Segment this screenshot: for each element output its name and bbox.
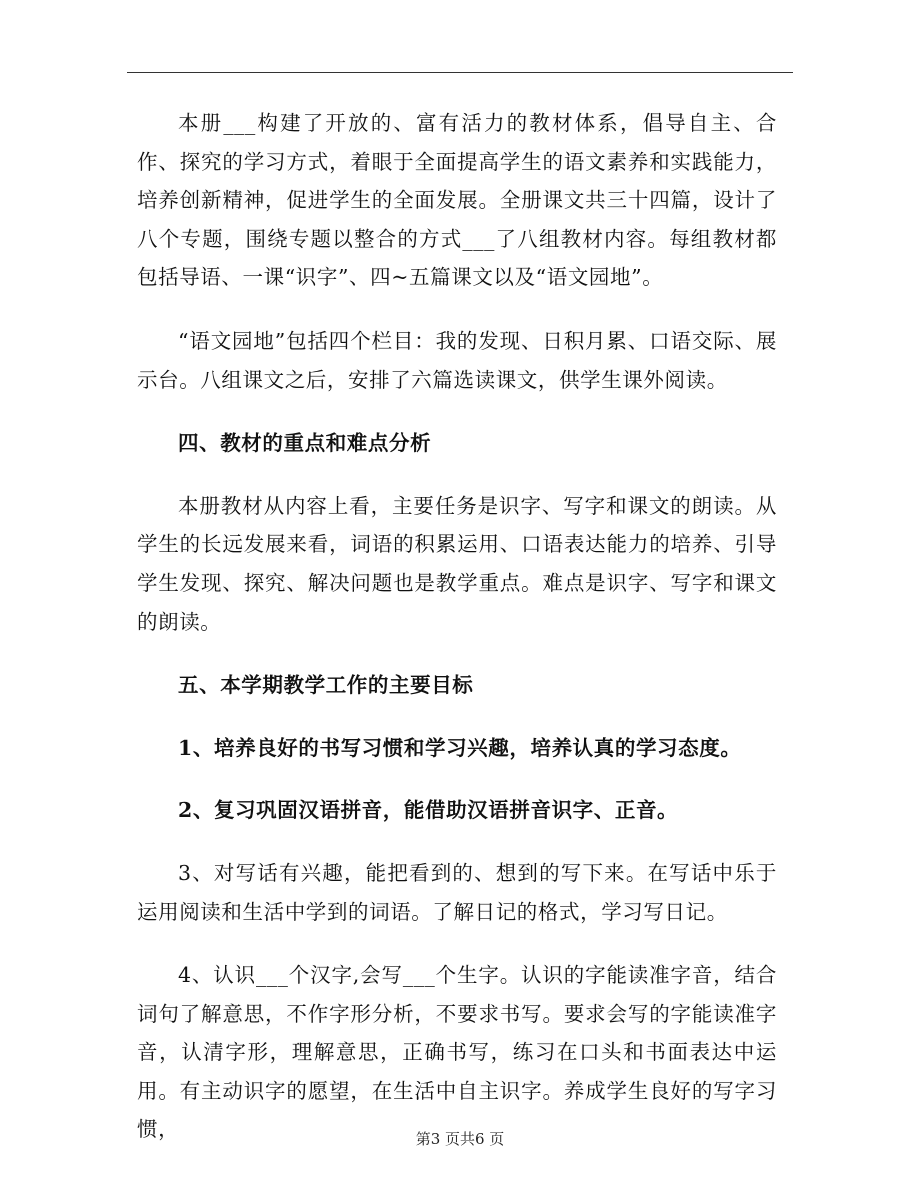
goal-item-2: 2、复习巩固汉语拼音，能借助汉语拼音识字、正音。	[178, 798, 679, 823]
goal-item-4: 4、认识___个汉字,会写___个生字。认识的字能读准字音，结合词句了解意思，不作字形分析，不要求书写。要求会写的字能读准字音，认清字形，理解意思，正确书写，练习在口头和书面表达中运用。有主动识字的愿望，在生活中自主识字。养成学生良好的写字习惯，	[137, 963, 777, 1142]
goal-item-1: 1、培养良好的书写习惯和学习兴趣，培养认真的学习态度。	[178, 735, 742, 760]
paragraph-key-points: 本册教材从内容上看，主要任务是识字、写字和课文的朗读。从学生的长远发展来看，词语的积累运用、口语表达能力的培养、引导学生发现、探究、解决问题也是教学重点。难点是识字、写字和课文的朗读。	[137, 493, 777, 634]
page-footer: 第3 页共6 页	[415, 1130, 505, 1148]
header-rule	[127, 72, 793, 73]
section-heading-goals: 五、本学期教学工作的主要目标	[178, 673, 474, 698]
section-heading-key-points: 四、教材的重点和难点分析	[178, 431, 432, 456]
goal-item-3: 3、对写话有兴趣，能把看到的、想到的写下来。在写话中乐于运用阅读和生活中学到的词语。了解日记的格式，学习写日记。	[137, 860, 777, 924]
paragraph-language-garden: “语文园地”包括四个栏目：我的发现、日积月累、口语交际、展示台。八组课文之后，安排了六篇选读课文，供学生课外阅读。	[137, 328, 777, 392]
paragraph-textbook-structure: 本册___构建了开放的、富有活力的教材体系，倡导自主、合作、探究的学习方式，着眼于全面提高学生的语文素养和实践能力，培养创新精神，促进学生的全面发展。全册课文共三十四篇，设计了八个专题，围绕专题以整合的方式___了八组教材内容。每组教材都包括导语、一课“识字”、四~五篇课文以及“语文园地”。	[137, 111, 777, 290]
document-body	[137, 104, 777, 1149]
